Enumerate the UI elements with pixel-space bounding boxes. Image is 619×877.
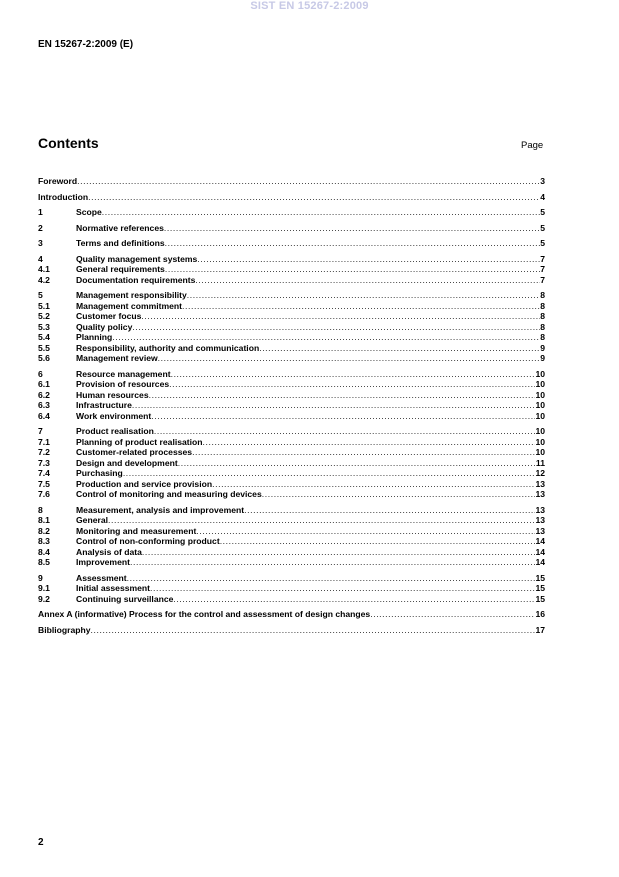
- table-of-contents: [38, 176, 545, 640]
- toc-entry[interactable]: [38, 479, 545, 490]
- document-id: EN 15267-2:2009 (E): [38, 39, 134, 50]
- toc-entry-page: 13: [535, 525, 545, 536]
- toc-entry-title: Measurement, analysis and improvement: [76, 504, 245, 515]
- toc-entry-title: Responsibility, authority and communication: [76, 342, 260, 353]
- toc-leader-dots: [132, 322, 540, 333]
- toc-entry[interactable]: [38, 426, 545, 437]
- toc-entry-title: Customer-related processes: [76, 447, 193, 457]
- toc-leader-dots: [91, 625, 536, 636]
- toc-leader-dots: [197, 254, 540, 265]
- toc-entry-number: 5.4: [38, 332, 50, 342]
- toc-group: [38, 573, 545, 605]
- toc-leader-dots: [164, 223, 540, 234]
- toc-entry[interactable]: [38, 625, 545, 636]
- toc-entry-page: 5: [540, 222, 545, 233]
- toc-entry-title: Bibliography: [38, 624, 91, 635]
- toc-group: [38, 426, 545, 500]
- toc-entry-page: 13: [535, 478, 545, 489]
- toc-entry-page: 17: [535, 624, 545, 635]
- toc-entry[interactable]: [38, 458, 545, 469]
- toc-entry[interactable]: [38, 505, 545, 516]
- toc-group: [38, 192, 545, 203]
- toc-entry-number: 6.2: [38, 389, 50, 400]
- toc-entry-number: 5: [38, 290, 43, 300]
- toc-entry-page: 10: [535, 447, 545, 457]
- toc-entry-title: Improvement: [76, 557, 130, 567]
- toc-entry-page: 15: [535, 572, 545, 583]
- toc-entry-title: General requirements: [76, 264, 165, 274]
- toc-entry-page: 8: [540, 300, 545, 311]
- toc-entry[interactable]: [38, 275, 545, 286]
- toc-entry-title: Control of non-conforming product: [76, 536, 220, 546]
- toc-entry-page: 14: [535, 536, 545, 546]
- toc-entry[interactable]: [38, 594, 545, 605]
- toc-leader-dots: [165, 264, 540, 275]
- toc-entry-title: Continuing surveillance: [76, 593, 174, 604]
- toc-leader-dots: [132, 400, 536, 411]
- toc-entry-title: Customer focus: [76, 311, 142, 321]
- toc-entry-title: Resource management: [76, 368, 171, 379]
- toc-leader-dots: [370, 609, 535, 620]
- toc-entry-number: 1: [38, 207, 43, 217]
- toc-entry-title: Terms and definitions: [76, 238, 165, 248]
- toc-entry-page: 13: [535, 515, 545, 525]
- toc-entry[interactable]: [38, 379, 545, 390]
- toc-entry-title: Initial assessment: [76, 583, 151, 593]
- toc-entry-page: 10: [535, 426, 545, 436]
- toc-leader-dots: [203, 437, 536, 448]
- toc-entry[interactable]: [38, 609, 545, 620]
- toc-entry-page: 7: [540, 264, 545, 274]
- toc-entry[interactable]: [38, 238, 545, 249]
- toc-leader-dots: [212, 479, 535, 490]
- toc-entry-title: Quality policy: [76, 321, 133, 332]
- toc-entry-number: 8.5: [38, 557, 50, 567]
- toc-entry-number: 7.6: [38, 489, 50, 499]
- toc-entry-title: Documentation requirements: [76, 274, 196, 285]
- toc-leader-dots: [259, 343, 540, 354]
- toc-entry[interactable]: [38, 207, 545, 218]
- toc-entry-page: 13: [535, 489, 545, 499]
- toc-entry[interactable]: [38, 290, 545, 301]
- toc-entry-title: Quality management systems: [76, 253, 198, 264]
- toc-entry[interactable]: [38, 515, 545, 526]
- toc-entry-page: 13: [535, 504, 545, 515]
- toc-entry-title: Normative references: [76, 222, 164, 233]
- toc-entry-number: 7.5: [38, 478, 50, 489]
- toc-entry-page: 16: [535, 609, 545, 619]
- toc-entry[interactable]: [38, 332, 545, 343]
- toc-entry-title: Assessment: [76, 572, 127, 583]
- toc-leader-dots: [195, 275, 540, 286]
- toc-entry-page: 12: [535, 468, 545, 478]
- toc-leader-dots: [141, 311, 540, 322]
- toc-entry[interactable]: [38, 353, 545, 364]
- toc-leader-dots: [127, 573, 536, 584]
- toc-leader-dots: [165, 238, 541, 249]
- toc-leader-dots: [262, 489, 536, 500]
- toc-entry-title: Scope: [76, 207, 102, 217]
- toc-entry-page: 10: [535, 436, 545, 447]
- toc-entry-title: Infrastructure: [76, 400, 132, 410]
- toc-entry-number: 7: [38, 426, 43, 436]
- toc-entry-number: 5.1: [38, 300, 50, 311]
- toc-entry-page: 7: [540, 253, 545, 264]
- toc-leader-dots: [149, 390, 536, 401]
- toc-entry-title: Work environment: [76, 410, 152, 421]
- toc-entry[interactable]: [38, 322, 545, 333]
- toc-entry[interactable]: [38, 489, 545, 500]
- toc-entry[interactable]: [38, 400, 545, 411]
- toc-leader-dots: [196, 526, 535, 537]
- toc-group: [38, 625, 545, 636]
- toc-group: [38, 505, 545, 568]
- toc-leader-dots: [102, 207, 540, 218]
- toc-leader-dots: [142, 547, 536, 558]
- page-column-label: Page: [521, 140, 544, 151]
- toc-entry-number: 6.3: [38, 400, 50, 410]
- toc-entry-page: 5: [540, 207, 545, 217]
- toc-entry-title: Production and service provision: [76, 478, 213, 489]
- toc-entry-title: Introduction: [38, 191, 89, 202]
- toc-leader-dots: [182, 301, 540, 312]
- toc-entry[interactable]: [38, 390, 545, 401]
- toc-entry[interactable]: [38, 254, 545, 265]
- toc-entry-number: 8: [38, 504, 43, 515]
- toc-entry-page: 4: [540, 191, 545, 202]
- toc-entry-number: 4.2: [38, 274, 50, 285]
- toc-entry[interactable]: [38, 369, 545, 380]
- toc-leader-dots: [244, 505, 535, 516]
- toc-leader-dots: [178, 458, 536, 469]
- toc-entry-title: Human resources: [76, 389, 149, 400]
- toc-entry-number: 8.2: [38, 525, 50, 536]
- toc-entry-title: Planning: [76, 332, 113, 342]
- toc-entry-page: 15: [535, 593, 545, 604]
- toc-entry-title: Management commitment: [76, 300, 183, 311]
- toc-entry[interactable]: [38, 447, 545, 458]
- toc-entry-number: 4.1: [38, 264, 50, 274]
- toc-entry-title: Management review: [76, 353, 158, 363]
- toc-leader-dots: [150, 583, 535, 594]
- toc-entry[interactable]: [38, 526, 545, 537]
- toc-entry-title: Planning of product realisation: [76, 436, 203, 447]
- toc-entry[interactable]: [38, 176, 545, 187]
- toc-entry-page: 14: [535, 546, 545, 557]
- toc-leader-dots: [151, 411, 535, 422]
- toc-entry-number: 8.3: [38, 536, 50, 546]
- toc-entry-title: Control of monitoring and measuring devices: [76, 489, 262, 499]
- toc-leader-dots: [220, 536, 536, 547]
- watermark: SIST EN 15267-2:2009: [250, 0, 369, 12]
- toc-entry-title: Foreword: [38, 176, 78, 186]
- toc-group: [38, 223, 545, 234]
- toc-entry-number: 7.3: [38, 457, 50, 468]
- toc-entry[interactable]: [38, 301, 545, 312]
- toc-entry[interactable]: [38, 343, 545, 354]
- toc-entry-number: 9: [38, 572, 43, 583]
- toc-entry-number: 7.1: [38, 436, 50, 447]
- toc-entry[interactable]: [38, 547, 545, 558]
- toc-entry-page: 8: [540, 290, 545, 300]
- toc-leader-dots: [173, 594, 535, 605]
- toc-group: [38, 238, 545, 249]
- toc-entry-page: 8: [540, 332, 545, 342]
- toc-entry-title: General: [76, 515, 109, 525]
- toc-entry[interactable]: [38, 192, 545, 203]
- toc-entry-page: 8: [540, 321, 545, 332]
- toc-entry[interactable]: [38, 557, 545, 568]
- toc-entry-page: 9: [540, 353, 545, 363]
- toc-entry-number: 7.4: [38, 468, 50, 478]
- toc-entry-number: 3: [38, 238, 43, 248]
- toc-entry-number: 5.2: [38, 311, 50, 321]
- toc-entry-number: 5.5: [38, 342, 50, 353]
- toc-entry-number: 2: [38, 222, 43, 233]
- toc-entry-title: Annex A (informative) Process for the control and assessment of design changes: [38, 609, 371, 619]
- toc-group: [38, 290, 545, 364]
- toc-entry[interactable]: [38, 311, 545, 322]
- toc-entry-page: 7: [540, 274, 545, 285]
- toc-entry-page: 8: [540, 311, 545, 321]
- toc-entry-title: Purchasing: [76, 468, 123, 478]
- toc-entry[interactable]: [38, 223, 545, 234]
- toc-entry-page: 10: [535, 379, 545, 389]
- toc-entry-title: Monitoring and measurement: [76, 525, 197, 536]
- toc-entry-number: 4: [38, 253, 43, 264]
- toc-group: [38, 207, 545, 218]
- toc-leader-dots: [158, 353, 541, 364]
- toc-entry[interactable]: [38, 536, 545, 547]
- toc-entry-number: 5.3: [38, 321, 50, 332]
- toc-leader-dots: [108, 515, 535, 526]
- toc-leader-dots: [154, 426, 536, 437]
- toc-leader-dots: [187, 290, 540, 301]
- toc-entry-number: 6.4: [38, 410, 50, 421]
- toc-entry-page: 14: [535, 557, 545, 567]
- toc-entry-title: Analysis of data: [76, 546, 142, 557]
- toc-entry-number: 5.6: [38, 353, 50, 363]
- contents-heading: Contents: [38, 135, 99, 151]
- toc-group: [38, 609, 545, 620]
- toc-leader-dots: [88, 192, 540, 203]
- toc-group: [38, 254, 545, 286]
- toc-entry-number: 6: [38, 368, 43, 379]
- toc-entry-number: 9.1: [38, 583, 50, 593]
- toc-entry-number: 8.1: [38, 515, 50, 525]
- toc-entry-page: 10: [535, 410, 545, 421]
- toc-group: [38, 369, 545, 422]
- toc-leader-dots: [171, 369, 536, 380]
- toc-entry-number: 6.1: [38, 379, 50, 389]
- toc-entry-page: 3: [540, 176, 545, 186]
- toc-entry-page: 10: [535, 368, 545, 379]
- toc-leader-dots: [123, 468, 536, 479]
- toc-entry[interactable]: [38, 437, 545, 448]
- toc-entry-number: 7.2: [38, 447, 50, 457]
- toc-leader-dots: [77, 176, 540, 187]
- toc-leader-dots: [130, 557, 535, 568]
- toc-entry-title: Product realisation: [76, 426, 154, 436]
- toc-entry[interactable]: [38, 573, 545, 584]
- toc-entry-title: Management responsibility: [76, 290, 187, 300]
- page-number: 2: [38, 837, 44, 848]
- toc-leader-dots: [192, 447, 535, 458]
- toc-entry[interactable]: [38, 411, 545, 422]
- toc-leader-dots: [169, 379, 535, 390]
- toc-leader-dots: [112, 332, 540, 343]
- toc-entry-page: 10: [535, 400, 545, 410]
- toc-entry-title: Provision of resources: [76, 379, 170, 389]
- toc-entry-title: Design and development: [76, 457, 178, 468]
- toc-entry-number: 9.2: [38, 593, 50, 604]
- toc-group: [38, 176, 545, 187]
- toc-entry[interactable]: [38, 264, 545, 275]
- toc-entry[interactable]: [38, 468, 545, 479]
- toc-entry-page: 15: [535, 583, 545, 593]
- toc-entry[interactable]: [38, 583, 545, 594]
- toc-entry-number: 8.4: [38, 546, 50, 557]
- toc-entry-page: 5: [540, 238, 545, 248]
- toc-entry-page: 9: [540, 342, 545, 353]
- toc-entry-page: 11: [535, 457, 545, 468]
- toc-entry-page: 10: [535, 389, 545, 400]
